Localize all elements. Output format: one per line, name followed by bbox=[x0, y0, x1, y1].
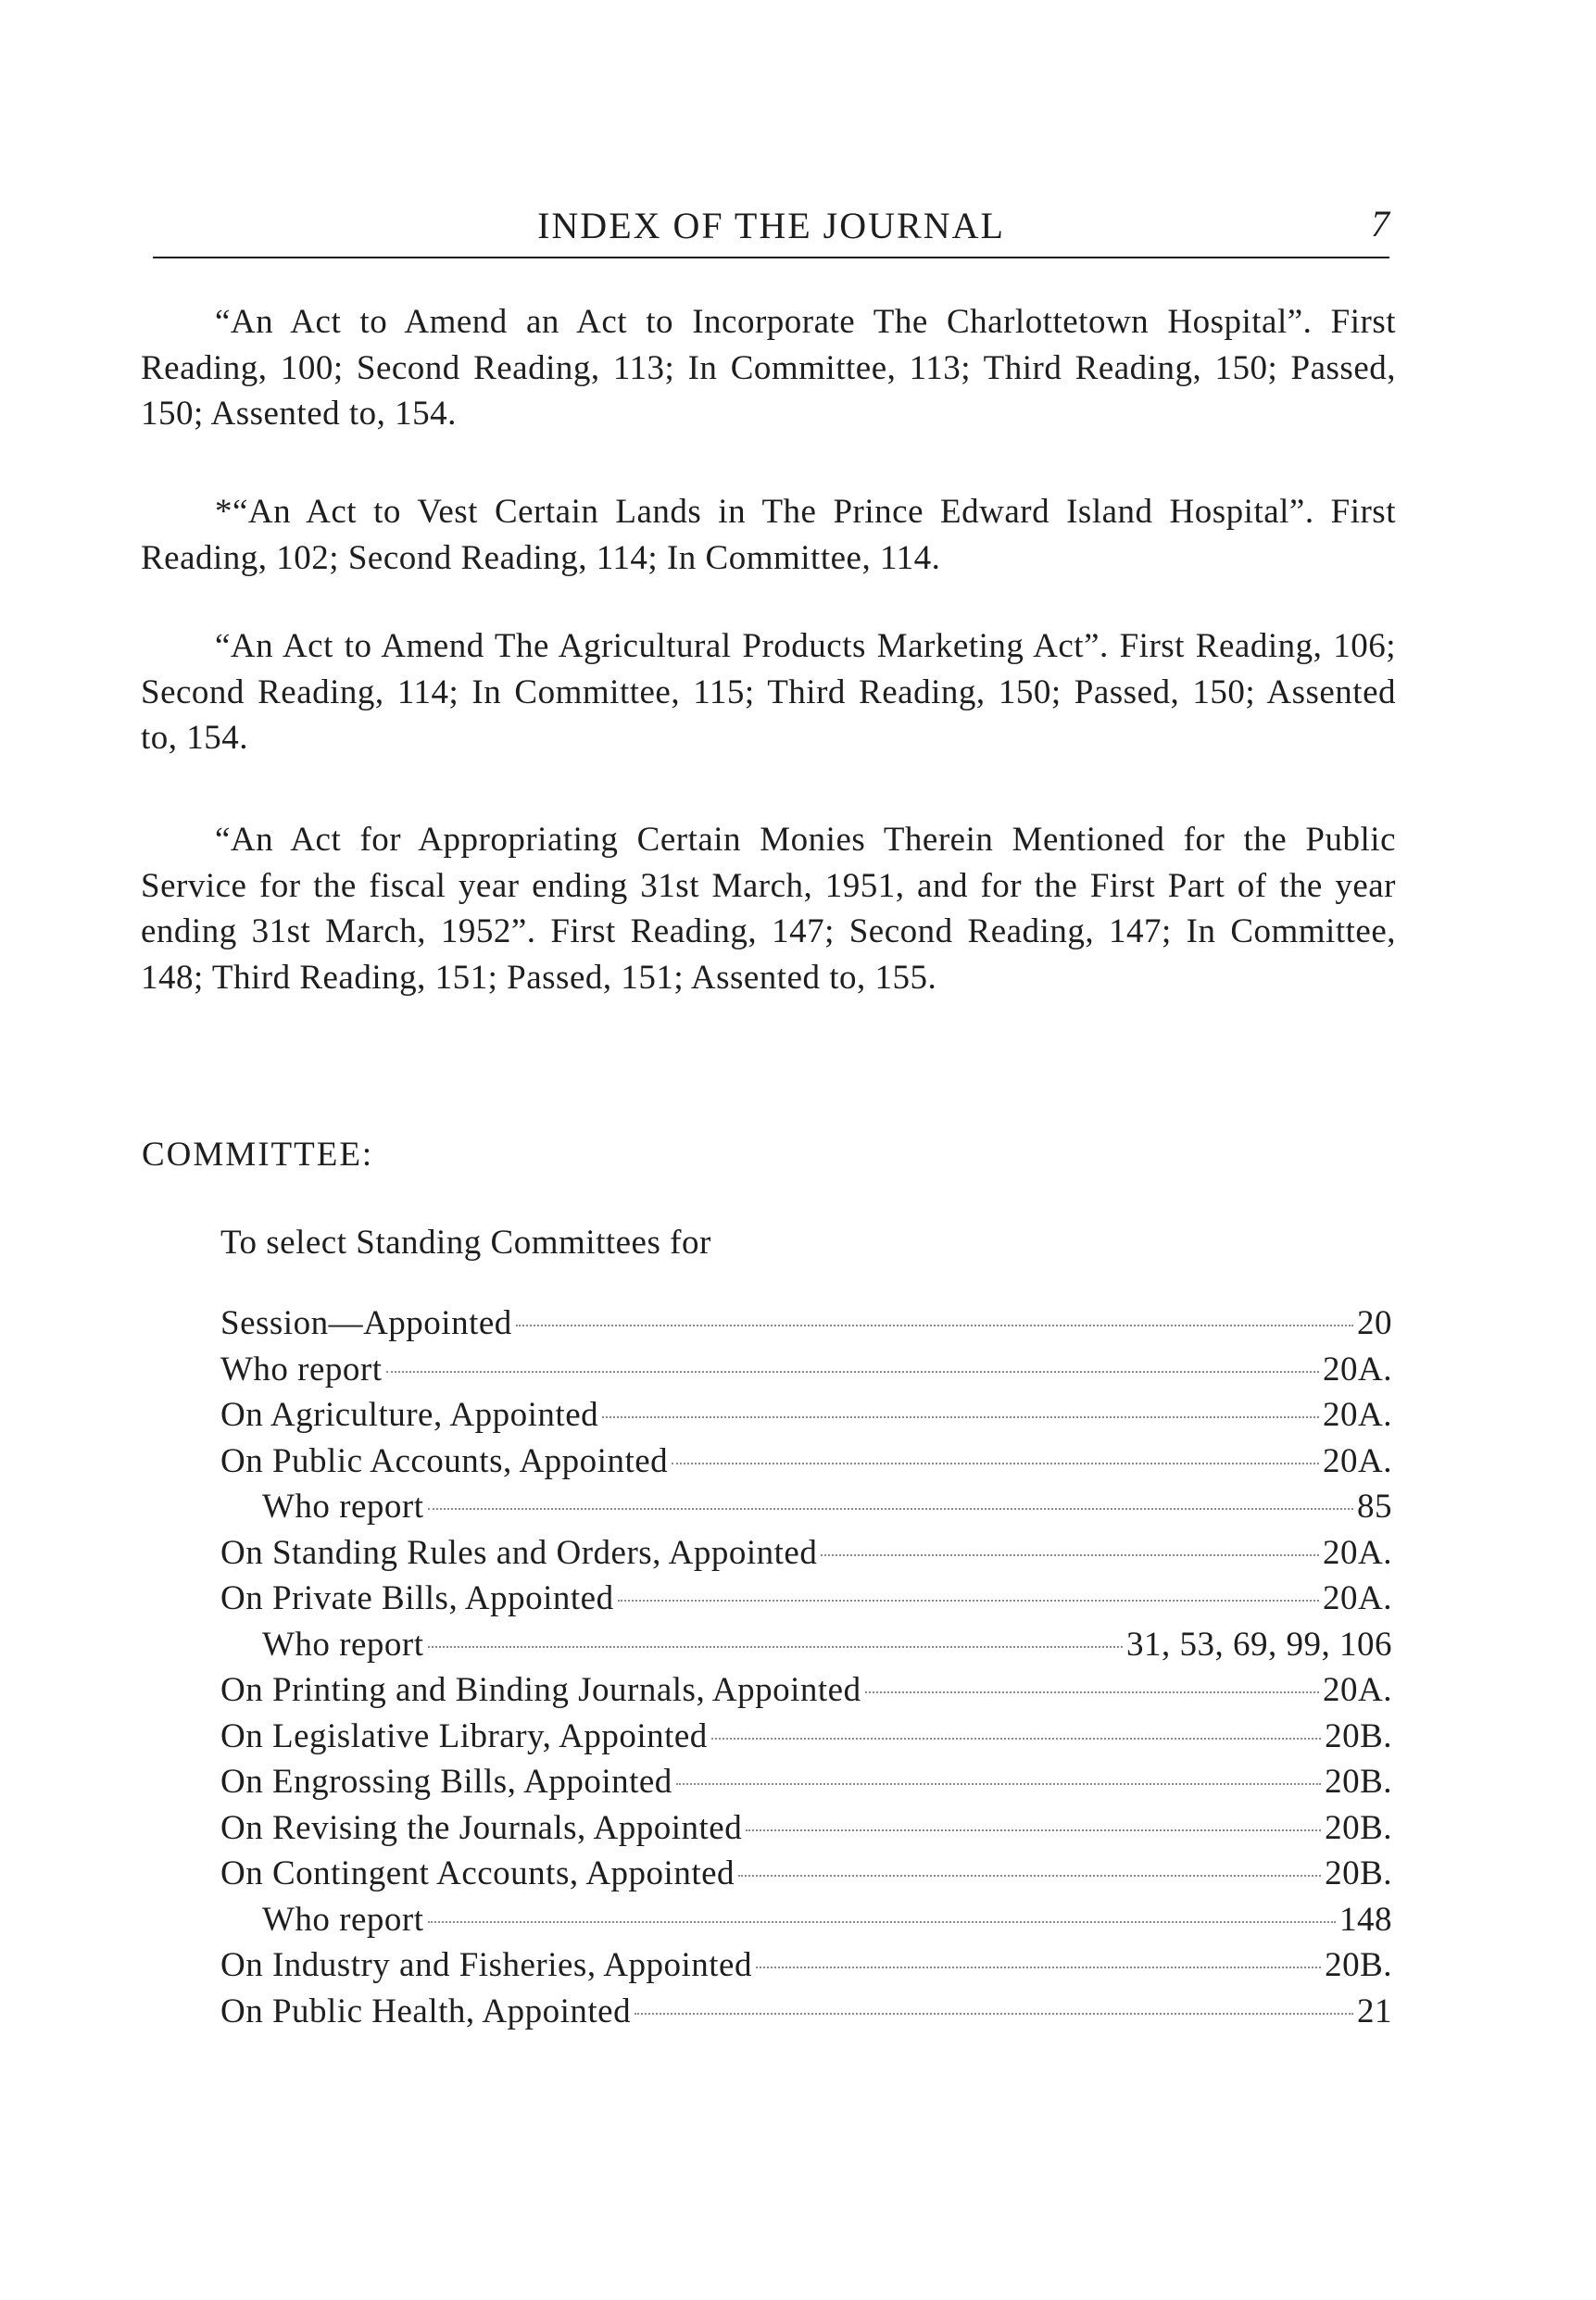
committee-row bbox=[220, 1484, 1392, 1530]
committee-row bbox=[220, 1851, 1392, 1897]
committee-label: On Standing Rules and Orders, Appointed bbox=[220, 1533, 818, 1572]
dot-leader bbox=[756, 1967, 1321, 1968]
dot-leader bbox=[386, 1371, 1319, 1373]
page-reference: 20B. bbox=[1325, 1854, 1392, 1892]
committee-label: On Industry and Fisheries, Appointed bbox=[220, 1946, 752, 1984]
page-reference: 20A. bbox=[1323, 1396, 1392, 1434]
dot-leader bbox=[746, 1829, 1321, 1831]
page-reference: 85 bbox=[1357, 1488, 1392, 1526]
page-reference: 20A. bbox=[1323, 1441, 1392, 1480]
committee-label: On Legislative Library, Appointed bbox=[220, 1716, 708, 1755]
dot-leader bbox=[865, 1691, 1319, 1693]
committee-label: Session—Appointed bbox=[220, 1304, 512, 1342]
committee-row bbox=[220, 1392, 1392, 1439]
page-reference: 20B. bbox=[1325, 1808, 1392, 1847]
act-entry: “An Act for Appropriating Certain Monies Therein Mentioned for the Public Service for the fiscal year ending 31st March, 1951, and for the First Part of the year ending 31st March, 1952”. First Reading, 147; Second Reading, 147; In Committee, 148; Third Reading, 151; Passed, 151; Assented to, 155. bbox=[141, 821, 1396, 997]
act-entry: “An Act to Amend The Agricultural Products Marketing Act”. First Reading, 106; Second Reading, 114; In Committee, 115; Third Reading, 150; Passed, 150; Assented to, 154. bbox=[141, 627, 1396, 757]
page-reference: 31, 53, 69, 99, 106 bbox=[1126, 1625, 1392, 1664]
dot-leader bbox=[428, 1921, 1336, 1923]
committee-row bbox=[220, 1805, 1392, 1852]
committee-row bbox=[220, 1897, 1392, 1943]
dot-leader bbox=[821, 1554, 1319, 1556]
committee-row bbox=[220, 1530, 1392, 1577]
page-reference: 20B. bbox=[1325, 1716, 1392, 1755]
dot-leader bbox=[428, 1646, 1123, 1648]
page-reference: 20 bbox=[1357, 1304, 1392, 1342]
committee-row bbox=[220, 1714, 1392, 1760]
committee-row bbox=[220, 1439, 1392, 1485]
committee-label: On Revising the Journals, Appointed bbox=[220, 1808, 743, 1847]
dot-leader bbox=[711, 1738, 1321, 1740]
committee-label: Who report bbox=[220, 1350, 383, 1389]
dot-leader bbox=[676, 1783, 1321, 1785]
page-reference: 21 bbox=[1357, 1992, 1392, 2030]
page-reference: 20A. bbox=[1323, 1350, 1392, 1389]
dot-leader bbox=[516, 1325, 1353, 1326]
committee-heading: COMMITTEE: bbox=[142, 1136, 374, 1174]
committee-label: On Public Health, Appointed bbox=[220, 1992, 632, 2030]
act-entry: *“An Act to Vest Certain Lands in The Prince Edward Island Hospital”. First Reading, 102; Second Reading, 114; In Committee, 114. bbox=[141, 493, 1396, 577]
committee-intro: To select Standing Committees for bbox=[220, 1224, 711, 1262]
committee-label: On Engrossing Bills, Appointed bbox=[220, 1763, 672, 1801]
committee-row bbox=[220, 1759, 1392, 1805]
dot-leader bbox=[602, 1416, 1319, 1418]
committee-label: Who report bbox=[262, 1625, 424, 1664]
committee-label: On Public Accounts, Appointed bbox=[220, 1441, 669, 1480]
dot-leader bbox=[672, 1463, 1319, 1464]
committee-row bbox=[220, 1989, 1392, 2035]
committee-label: On Agriculture, Appointed bbox=[220, 1396, 599, 1434]
committee-label: On Private Bills, Appointed bbox=[220, 1579, 614, 1617]
committee-row bbox=[220, 1622, 1392, 1668]
page-reference: 20A. bbox=[1323, 1533, 1392, 1572]
header-rule bbox=[153, 257, 1389, 258]
page-reference: 20A. bbox=[1323, 1579, 1392, 1617]
committee-row bbox=[220, 1942, 1392, 1989]
committee-list bbox=[220, 1301, 1392, 2034]
committee-row bbox=[220, 1576, 1392, 1622]
dot-leader bbox=[618, 1600, 1319, 1602]
committee-row bbox=[220, 1667, 1392, 1714]
page-number: 7 bbox=[1371, 203, 1389, 245]
page-reference: 20A. bbox=[1323, 1671, 1392, 1709]
committee-label: On Printing and Binding Journals, Appointed bbox=[220, 1671, 861, 1709]
page-reference: 20B. bbox=[1325, 1946, 1392, 1984]
dot-leader bbox=[428, 1508, 1353, 1510]
page-reference: 148 bbox=[1339, 1900, 1392, 1939]
act-entry: “An Act to Amend an Act to Incorporate The Charlottetown Hospital”. First Reading, 100; Second Reading, 113; In Committee, 113; Third Reading, 150; Passed, 150; Assented to, 154. bbox=[141, 303, 1396, 433]
committee-label: On Contingent Accounts, Appointed bbox=[220, 1854, 735, 1892]
dot-leader bbox=[738, 1875, 1321, 1877]
running-title: INDEX OF THE JOURNAL bbox=[537, 205, 1005, 246]
page-reference: 20B. bbox=[1325, 1763, 1392, 1801]
committee-row bbox=[220, 1301, 1392, 1347]
committee-label: Who report bbox=[262, 1488, 424, 1526]
committee-label: Who report bbox=[262, 1900, 424, 1939]
running-head bbox=[153, 196, 1389, 252]
committee-row bbox=[220, 1347, 1392, 1393]
dot-leader bbox=[635, 2013, 1353, 2015]
